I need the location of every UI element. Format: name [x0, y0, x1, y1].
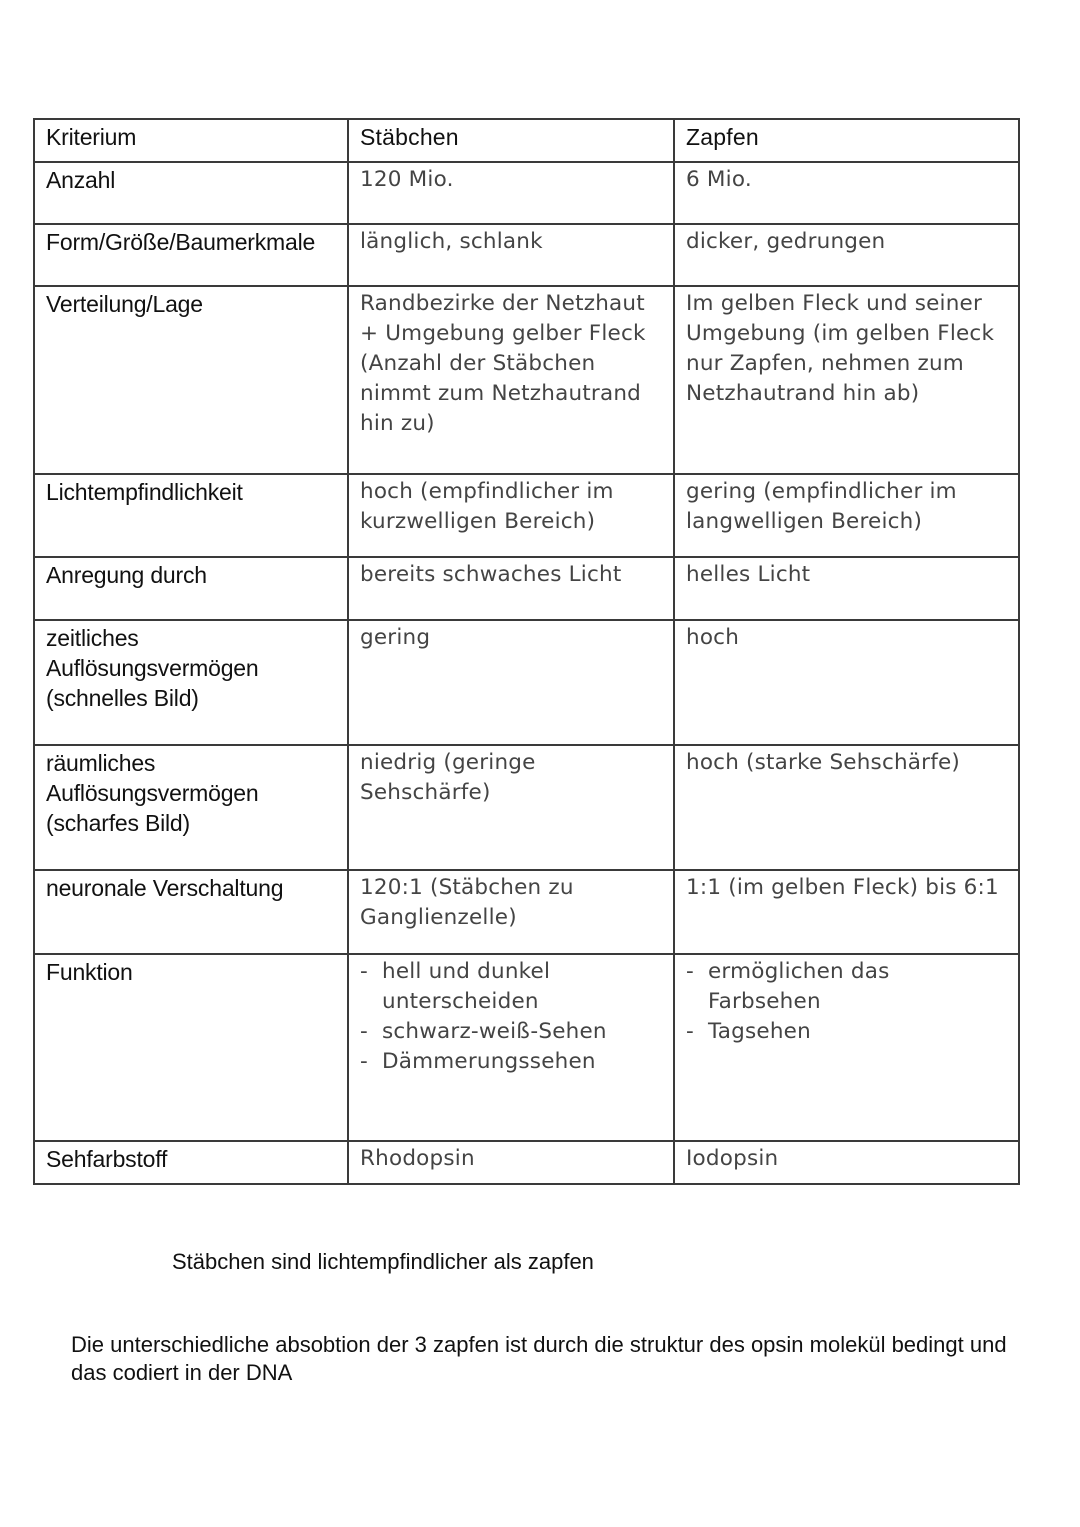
rods-cell: 120 Mio. — [348, 162, 674, 224]
criterion-cell: Funktion — [34, 954, 348, 1141]
cones-cell: dicker, gedrungen — [674, 224, 1019, 286]
table-row — [34, 474, 1019, 557]
criterion-cell: Anzahl — [34, 162, 348, 224]
rods-cell: niedrig (geringe Sehschärfe) — [348, 745, 674, 870]
cones-cell: hoch — [674, 620, 1019, 745]
rods-cell — [348, 954, 674, 1141]
header-rods: Stäbchen — [348, 119, 674, 162]
criterion-cell: Verteilung/Lage — [34, 286, 348, 474]
table-row — [34, 870, 1019, 954]
cones-cell: hoch (starke Sehschärfe) — [674, 745, 1019, 870]
note-rods-sensitivity: Stäbchen sind lichtempfindlicher als zapfen — [172, 1249, 594, 1274]
comparison-table — [33, 118, 1020, 1185]
criterion-cell: Lichtempfindlichkeit — [34, 474, 348, 557]
header-criterion: Kriterium — [34, 119, 348, 162]
cones-cell: 6 Mio. — [674, 162, 1019, 224]
table-row — [34, 162, 1019, 224]
rods-cell: 120:1 (Stäbchen zu Ganglienzelle) — [348, 870, 674, 954]
criterion-cell: Anregung durch — [34, 557, 348, 620]
list-item: - ermöglichen das Farbsehen — [686, 957, 1007, 1017]
cones-cell: Im gelben Fleck und seiner Umgebung (im gelben Fleck nur Zapfen, nehmen zum Netzhautrand hin ab) — [674, 286, 1019, 474]
cones-cell: Iodopsin — [674, 1141, 1019, 1184]
table-row — [34, 954, 1019, 1141]
table-row — [34, 620, 1019, 745]
rods-cell: gering — [348, 620, 674, 745]
table-row — [34, 557, 1019, 620]
rods-cell: hoch (empfindlicher im kurzwelligen Bereich) — [348, 474, 674, 557]
cones-cell: 1:1 (im gelben Fleck) bis 6:1 — [674, 870, 1019, 954]
list-item: - schwarz-weiß-Sehen — [360, 1017, 662, 1047]
header-cones: Zapfen — [674, 119, 1019, 162]
table-row — [34, 745, 1019, 870]
list-item: - Dämmerungssehen — [360, 1047, 662, 1077]
table-row — [34, 1141, 1019, 1184]
table-row — [34, 224, 1019, 286]
criterion-cell: Form/Größe/Baumerkmale — [34, 224, 348, 286]
rods-cell: länglich, schlank — [348, 224, 674, 286]
note-opsin-absorption: Die unterschiedliche absobtion der 3 zapfen ist durch die struktur des opsin molekül bedingt und das codiert in der DNA — [71, 1332, 1007, 1385]
list-item: - hell und dunkel unterscheiden — [360, 957, 662, 1017]
rods-cell: Randbezirke der Netzhaut + Umgebung gelber Fleck (Anzahl der Stäbchen nimmt zum Netzhautrand hin zu) — [348, 286, 674, 474]
criterion-cell: neuronale Verschaltung — [34, 870, 348, 954]
cones-function-list — [686, 957, 1007, 1047]
criterion-cell: zeitliches Auflösungsvermögen (schnelles Bild) — [34, 620, 348, 745]
cones-cell — [674, 954, 1019, 1141]
rods-cell: Rhodopsin — [348, 1141, 674, 1184]
table-header-row — [34, 119, 1019, 162]
table-row — [34, 286, 1019, 474]
cones-cell: helles Licht — [674, 557, 1019, 620]
rods-cell: bereits schwaches Licht — [348, 557, 674, 620]
criterion-cell: Sehfarbstoff — [34, 1141, 348, 1184]
criterion-cell: räumliches Auflösungsvermögen (scharfes Bild) — [34, 745, 348, 870]
list-item: - Tagsehen — [686, 1017, 1007, 1047]
rods-function-list — [360, 957, 662, 1077]
cones-cell: gering (empfindlicher im langwelligen Bereich) — [674, 474, 1019, 557]
